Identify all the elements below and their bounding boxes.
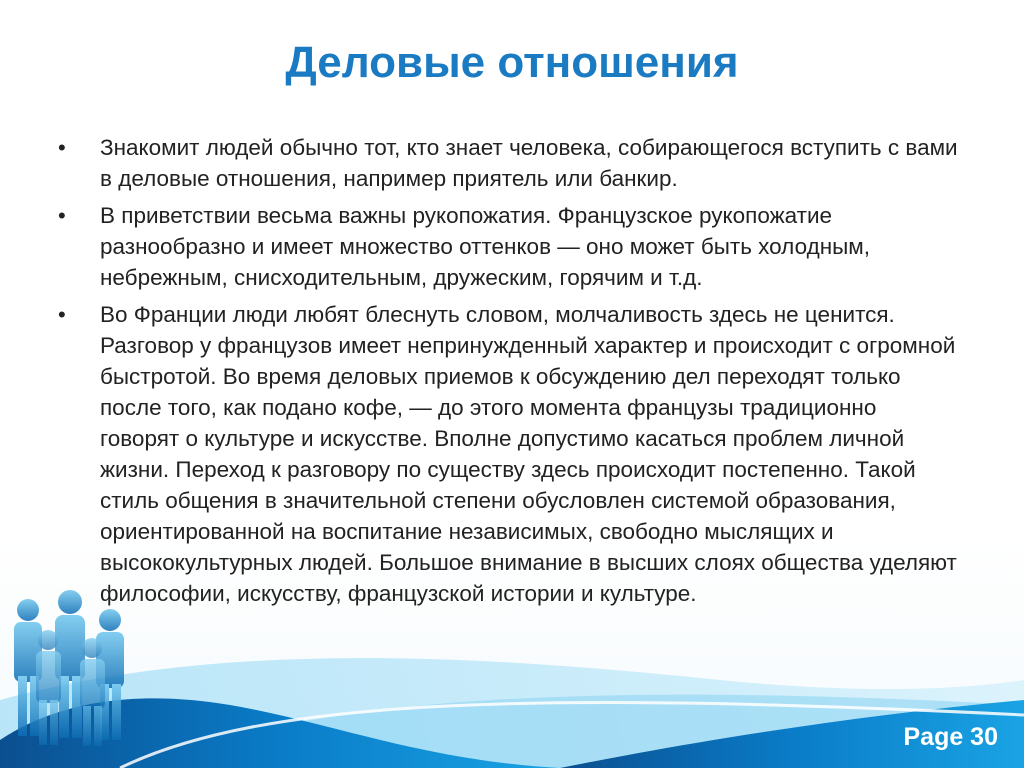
bullet-text: В приветствии весьма важны рукопожатия. Французское рукопожатие разнообразно и имеет множество оттенков — оно может быть холодным, небрежным, снисходительным, дружеским, горячим и т.д. <box>100 203 871 290</box>
bullet-list <box>58 132 958 615</box>
list-item <box>58 299 958 609</box>
bullet-marker: • <box>58 302 66 327</box>
bullet-text: Во Франции люди любят блеснуть словом, молчаливость здесь не ценится. Разговор у французов имеет непринужденный характер и происходит с огромной быстротой. Во время деловых приемов к обсуждению дел переходят только после того, как подано кофе, — до этого момента французы традиционно говорят о культуре и искусстве. Вполне допустимо касаться проблем личной жизни. Переход к разговору по существу здесь происходит постепенно. Такой стиль общения в значительной степени обусловлен системой образования, ориентированной на воспитание независимых, свободно мыслящих и высококультурных людей. Большое внимание в высших слоях общества уделяют философии, искусству, французской истории и культуре. <box>100 302 957 606</box>
bullet-marker: • <box>58 135 66 160</box>
page-number: Page 30 <box>903 723 998 751</box>
list-item <box>58 132 958 194</box>
list-item <box>58 200 958 293</box>
bullet-text: Знакомит людей обычно тот, кто знает человека, собирающегося вступить с вами в деловые отношения, например приятель или банкир. <box>100 135 958 191</box>
slide-title: Деловые отношения <box>285 38 739 87</box>
bullet-marker: • <box>58 203 66 228</box>
